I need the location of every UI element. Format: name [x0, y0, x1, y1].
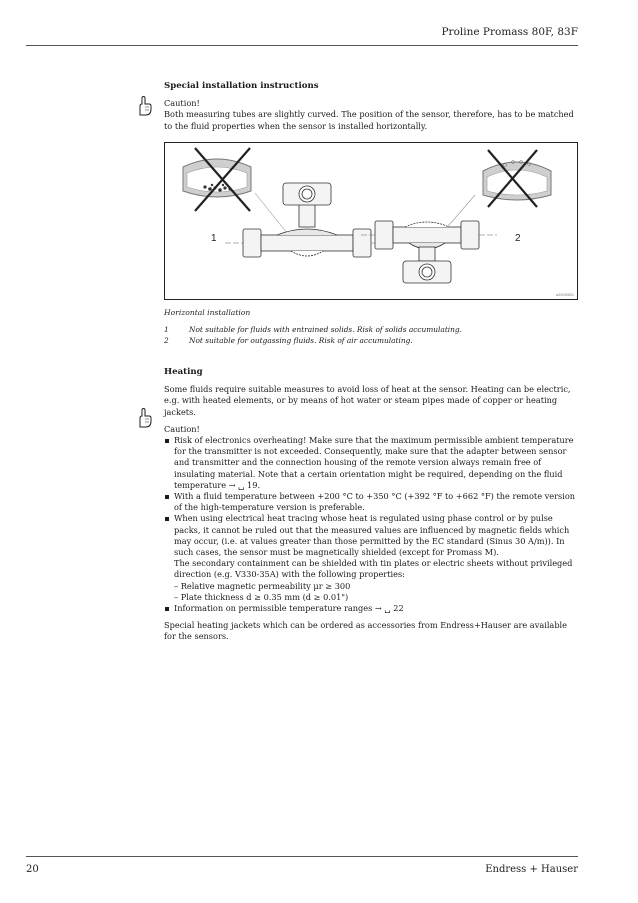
- pointing-hand-icon: [136, 408, 154, 428]
- legend-item: 2 Not suitable for outgassing fluids. Risk of air accumulating.: [164, 336, 413, 346]
- legend-item: 1 Not suitable for fluids with entrained solids. Risk of solids accumulating.: [164, 325, 463, 335]
- list-item: Risk of electronics overheating! Make sure that the maximum permissible ambient temperature for the transmitter is not exceeded. Consequently, make sure that the adapter between sensor and transmitter and the connection housing of the remote version always remain free of insulating material. Note that a certain orientation might be required, depending on the fluid temperature → ␣ 19.: [164, 435, 578, 491]
- list-item: When using electrical heat tracing whose heat is regulated using phase control or by pulse packs, it cannot be ruled out that the measured values are influenced by magnetic fields which may occur, (i.e. at values greater than those permitted by the EC standard (Sinus 30 A/m)). In such cases, the sensor must be magnetically shielded (except for Promass M). The secondary containment can be shielded with tin plates or electric sheets without privileged direction (e.g. V330-35A) with the following properties: – Relative magnetic permeability μr ≥ 300 – Plate thickness d ≥ 0.35 mm (d ≥ 0.01"): [164, 513, 578, 603]
- page-number: 20: [26, 864, 39, 875]
- figure-code: a0004581: [555, 293, 574, 297]
- heating-intro: Some fluids require suitable measures to avoid loss of heat at the sensor. Heating can be electric, e.g. with heated elements, or by means of hot water or steam pipes made of copper or heating jackets.: [164, 384, 571, 417]
- figure-caption-block: [164, 307, 578, 346]
- installation-diagram: [165, 143, 579, 301]
- brand-name: Endress + Hauser: [485, 864, 578, 875]
- figure-horizontal-installation: [164, 142, 578, 300]
- heating-closing: Special heating jackets which can be ordered as accessories from Endress+Hauser are available for the sensors.: [164, 620, 568, 642]
- shielding-note: The secondary containment can be shielded with tin plates or electric sheets without privileged direction (e.g. V330-35A) with the following properties:: [174, 558, 573, 580]
- caution-label: Caution!: [164, 423, 200, 434]
- list-item: Information on permissible temperature ranges → ␣ 22: [164, 603, 578, 614]
- header-rule: [26, 45, 578, 46]
- list-item: With a fluid temperature between +200 °C to +350 °C (+392 °F to +662 °F) the remote version of the high-temperature version is preferable.: [164, 491, 578, 513]
- figure-label-2: 2: [515, 233, 521, 244]
- section-heading: Heating: [164, 367, 203, 377]
- pointing-hand-icon: [136, 96, 154, 116]
- caution-text: Both measuring tubes are slightly curved. The position of the sensor, therefore, has to be matched to the fluid properties when the sensor is installed horizontally.: [164, 109, 574, 131]
- caution-label: Caution!: [164, 98, 200, 109]
- dash-item: – Plate thickness d ≥ 0.35 mm (d ≥ 0.01"): [174, 591, 349, 602]
- section-special-installation: [164, 81, 578, 132]
- footer-rule: [26, 856, 578, 857]
- heating-caution-list: [164, 435, 578, 614]
- figure-label-1: 1: [211, 233, 217, 244]
- figure-caption: Horizontal installation: [164, 308, 251, 317]
- dash-item: – Relative magnetic permeability μr ≥ 300: [174, 580, 351, 591]
- document-title: Proline Promass 80F, 83F: [441, 26, 578, 38]
- section-heating: [164, 367, 578, 643]
- section-heading: Special installation instructions: [164, 81, 319, 91]
